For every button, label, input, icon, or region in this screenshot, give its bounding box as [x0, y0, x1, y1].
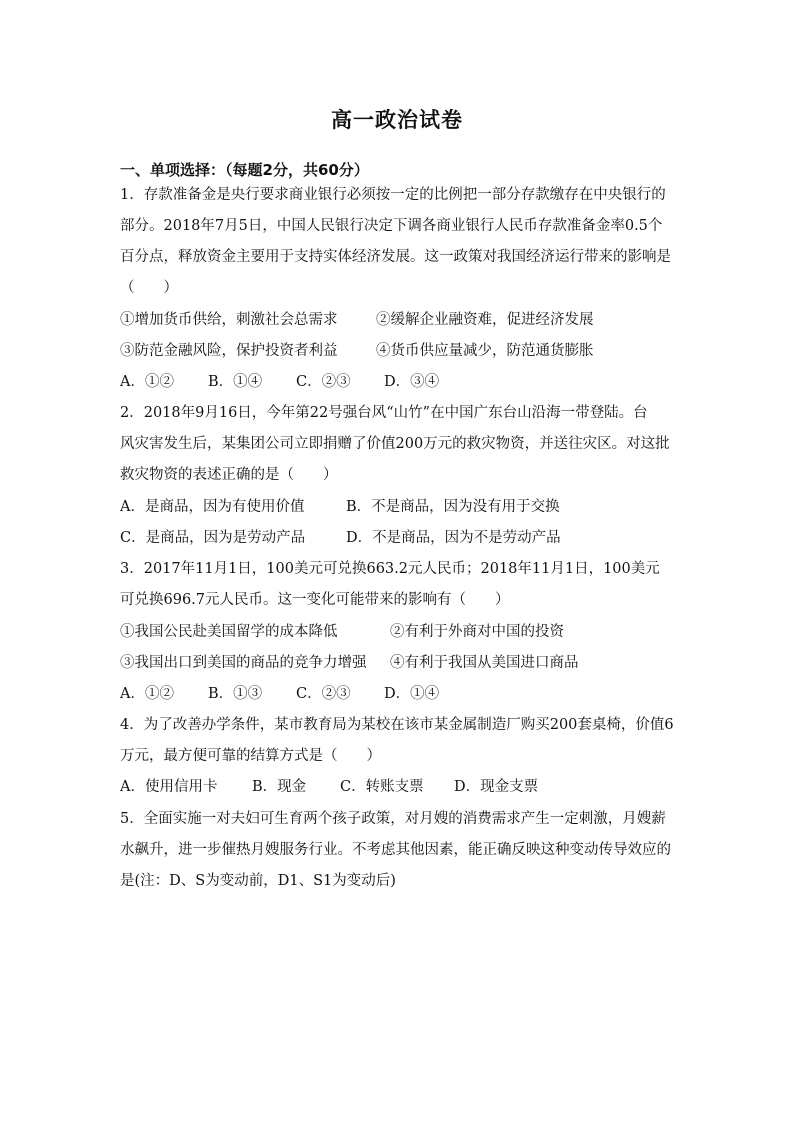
q3-item-1: ①我国公民赴美国留学的成本降低	[120, 624, 338, 640]
q4-line-2: 万元，最方便可靠的结算方式是（ ）	[120, 748, 381, 764]
q3-option-d: D．①④	[384, 686, 440, 702]
q4-option-a: A．使用信用卡	[120, 779, 218, 795]
q4-option-c: C．转账支票	[340, 779, 424, 795]
q4-option-b: B．现金	[252, 779, 307, 795]
q3-option-b: B．①③	[208, 686, 263, 702]
q3-option-a: A．①②	[120, 686, 174, 702]
q1-option-b: B．①④	[208, 374, 263, 390]
section-heading: 一、单项选择：（每题2分，共60分）	[120, 161, 369, 179]
q5-line-2: 水飙升，进一步催热月嫂服务行业。不考虑其他因素，能正确反映这种变动传导效应的	[120, 842, 671, 858]
q1-line-2: 部分。2018年7月5日，中国人民银行决定下调各商业银行人民币存款准备金率0.5个	[120, 218, 663, 234]
q1-option-d: D．③④	[384, 374, 440, 390]
q2-line-3: 救灾物资的表述正确的是（ ）	[120, 467, 338, 483]
q3-item-2: ②有利于外商对中国的投资	[390, 624, 564, 640]
q1-line-1: 1．存款准备金是央行要求商业银行必须按一定的比例把一部分存款缴存在中央银行的	[120, 187, 666, 203]
q3-option-c: C．②③	[296, 686, 351, 702]
q2-line-1: 2．2018年9月16日，今年第22号强台风“山竹”在中国广东台山沿海一带登陆。台	[120, 405, 648, 421]
q2-option-d: D．不是商品，因为不是劳动产品	[346, 530, 561, 546]
q5-line-1: 5．全面实施一对夫妇可生育两个孩子政策，对月嫂的消费需求产生一定刺激，月嫂薪	[120, 811, 666, 827]
q3-line-2: 可兑换696.7元人民币。这一变化可能带来的影响有（ ）	[120, 592, 510, 608]
q1-line-4: （ ）	[120, 280, 178, 296]
q2-option-c: C．是商品，因为是劳动产品	[120, 530, 306, 546]
q1-item-3: ③防范金融风险，保护投资者利益	[120, 343, 338, 359]
q4-option-d: D．现金支票	[454, 779, 539, 795]
q1-item-1: ①增加货币供给，刺激社会总需求	[120, 312, 338, 328]
q3-item-4: ④有利于我国从美国进口商品	[390, 655, 579, 671]
q4-line-1: 4．为了改善办学条件，某市教育局为某校在该市某金属制造厂购买200套桌椅，价值6	[120, 717, 674, 733]
q1-item-4: ④货币供应量减少，防范通货膨胀	[376, 343, 594, 359]
q2-option-b: B．不是商品，因为没有用于交换	[346, 499, 560, 515]
q1-line-3: 百分点，释放资金主要用于支持实体经济发展。这一政策对我国经济运行带来的影响是	[120, 249, 671, 265]
q2-option-a: A．是商品，因为有使用价值	[120, 499, 305, 515]
q1-option-a: A．①②	[120, 374, 174, 390]
q1-item-2: ②缓解企业融资难，促进经济发展	[376, 312, 594, 328]
q2-line-2: 风灾害发生后，某集团公司立即捐赠了价值200万元的救灾物资，并送往灾区。对这批	[120, 436, 670, 452]
page-title: 高一政治试卷	[331, 108, 463, 132]
q1-option-c: C．②③	[296, 374, 351, 390]
q3-item-3: ③我国出口到美国的商品的竞争力增强	[120, 655, 367, 671]
q5-line-3: 是(注：D、S为变动前，D1、S1为变动后)	[120, 873, 396, 889]
q3-line-1: 3．2017年11月1日，100美元可兑换663.2元人民币；2018年11月1日，100美元	[120, 561, 660, 577]
